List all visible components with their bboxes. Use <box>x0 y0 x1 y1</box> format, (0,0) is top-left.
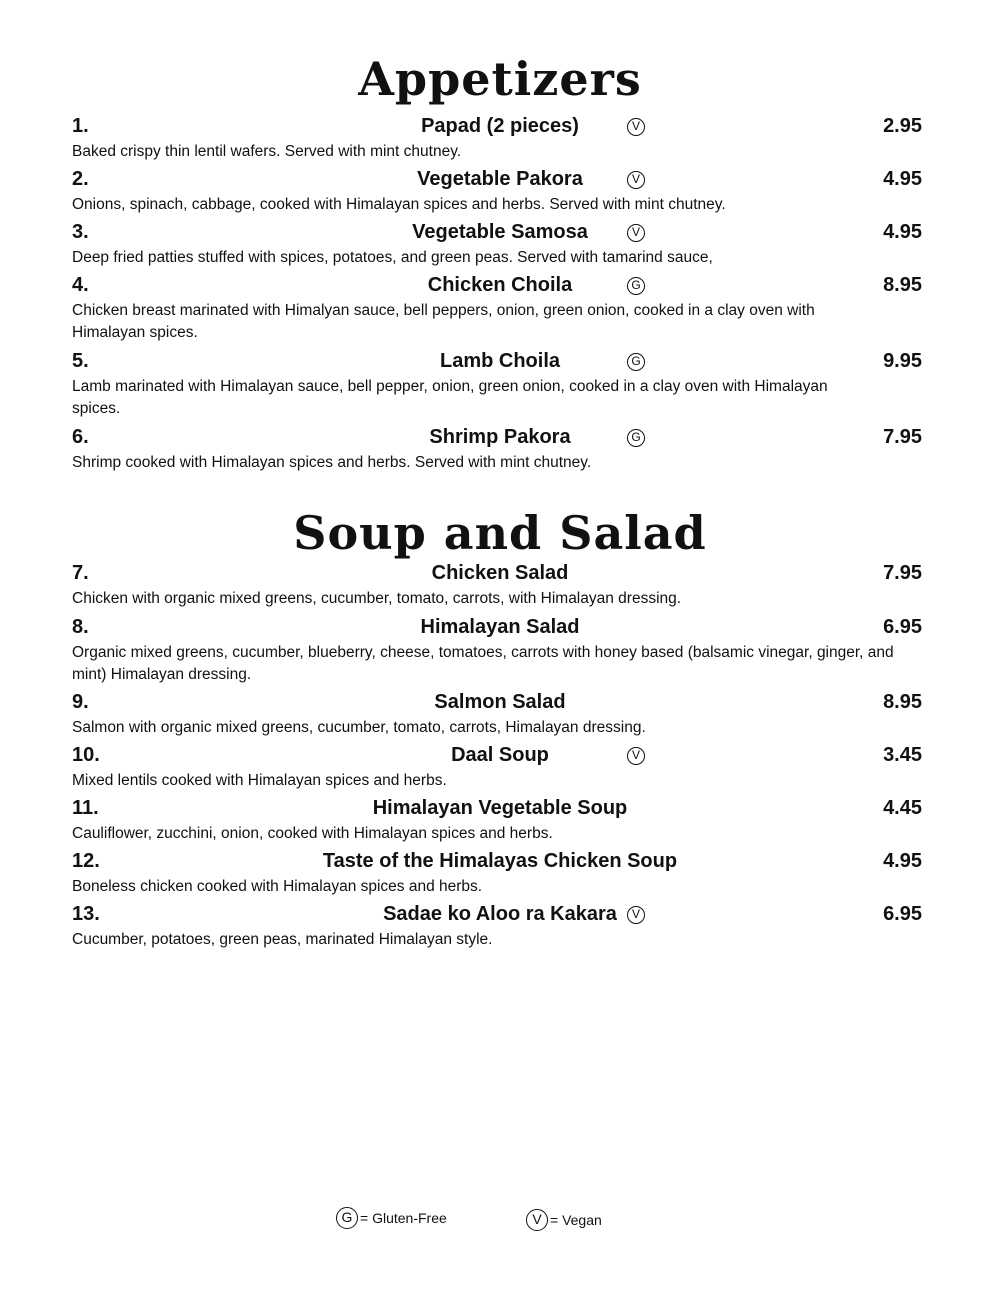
item-number: 8. <box>72 616 89 638</box>
item-price: 4.95 <box>883 168 922 190</box>
item-description: Onions, spinach, cabbage, cooked with Himalayan spices and herbs. Served with mint chutney. <box>72 196 726 213</box>
item-name: Vegetable Pakora <box>417 168 583 190</box>
legend-vegan <box>526 1209 602 1231</box>
item-price: 3.45 <box>883 744 922 766</box>
item-description: Mixed lentils cooked with Himalayan spices and herbs. <box>72 772 447 789</box>
gluten-free-icon: G <box>627 277 645 295</box>
item-name: Vegetable Samosa <box>412 221 588 243</box>
legend-gluten-free-label: = Gluten-Free <box>360 1210 447 1226</box>
item-number: 4. <box>72 274 89 296</box>
item-number: 7. <box>72 562 89 584</box>
vegan-icon: V <box>627 747 645 765</box>
menu-item <box>72 426 932 474</box>
item-price: 9.95 <box>883 350 922 372</box>
item-price: 4.95 <box>883 221 922 243</box>
menu-item <box>72 850 932 898</box>
legend-vegan-label: = Vegan <box>550 1212 602 1228</box>
gluten-free-icon: G <box>627 429 645 447</box>
menu-item <box>72 350 932 420</box>
item-price: 4.95 <box>883 850 922 872</box>
item-name: Salmon Salad <box>434 691 566 713</box>
vegan-icon: V <box>627 171 645 189</box>
section-title-appetizers: Appetizers <box>358 52 642 106</box>
item-number: 13. <box>72 903 100 925</box>
item-description: Baked crispy thin lentil wafers. Served with mint chutney. <box>72 143 462 160</box>
vegan-icon: V <box>627 224 645 242</box>
item-number: 6. <box>72 426 89 448</box>
item-description: Chicken with organic mixed greens, cucumber, tomato, carrots, with Himalayan dressing. <box>72 590 682 607</box>
item-name: Sadae ko Aloo ra Kakara <box>383 903 617 925</box>
item-price: 7.95 <box>883 426 922 448</box>
menu-item <box>72 562 932 610</box>
item-price: 8.95 <box>883 691 922 713</box>
item-price: 8.95 <box>883 274 922 296</box>
item-description: Shrimp cooked with Himalayan spices and herbs. Served with mint chutney. <box>72 454 592 471</box>
item-price: 7.95 <box>883 562 922 584</box>
item-name: Papad (2 pieces) <box>421 115 579 137</box>
vegan-icon: V <box>526 1209 548 1231</box>
item-name: Chicken Salad <box>431 562 569 584</box>
item-description: Cucumber, potatoes, green peas, marinated Himalayan style. <box>72 931 493 948</box>
item-price: 6.95 <box>883 903 922 925</box>
item-description: Chicken breast marinated with Himalyan sauce, bell peppers, onion, green onion, cooked in a clay oven with Himalayan spices. <box>72 302 815 341</box>
item-price: 4.45 <box>883 797 922 819</box>
gluten-free-icon: G <box>336 1207 358 1229</box>
item-number: 10. <box>72 744 100 766</box>
item-description: Salmon with organic mixed greens, cucumber, tomato, carrots, Himalayan dressing. <box>72 719 646 736</box>
item-description: Boneless chicken cooked with Himalayan spices and herbs. <box>72 878 483 895</box>
section-title-soup-and-salad: Soup and Salad <box>293 506 707 560</box>
item-number: 11. <box>72 797 99 819</box>
menu-item <box>72 903 932 951</box>
item-number: 2. <box>72 168 89 190</box>
item-name: Himalayan Salad <box>420 616 580 638</box>
menu-item <box>72 274 932 344</box>
item-number: 12. <box>72 850 100 872</box>
menu-item <box>72 691 932 739</box>
item-number: 1. <box>72 115 89 137</box>
menu-item <box>72 744 932 792</box>
menu-item <box>72 221 932 269</box>
vegan-icon: V <box>627 118 645 136</box>
item-description: Organic mixed greens, cucumber, blueberry, cheese, tomatoes, carrots with honey based (balsamic vinegar, ginger, and mint) Himalayan dressing. <box>72 644 894 683</box>
item-description: Lamb marinated with Himalayan sauce, bell pepper, onion, green onion, cooked in a clay oven with Himalayan spices. <box>72 378 828 417</box>
menu-item <box>72 115 932 163</box>
item-number: 9. <box>72 691 89 713</box>
menu-item <box>72 168 932 216</box>
item-name: Lamb Choila <box>439 350 560 372</box>
item-price: 6.95 <box>883 616 922 638</box>
item-description: Cauliflower, zucchini, onion, cooked with Himalayan spices and herbs. <box>72 825 553 842</box>
item-price: 2.95 <box>883 115 922 137</box>
vegan-icon: V <box>627 906 645 924</box>
item-description: Deep fried patties stuffed with spices, potatoes, and green peas. Served with tamarind sauce, <box>72 249 713 266</box>
item-number: 3. <box>72 221 89 243</box>
item-name: Shrimp Pakora <box>429 426 571 448</box>
menu-item <box>72 616 932 686</box>
item-name: Himalayan Vegetable Soup <box>372 797 628 819</box>
menu-item <box>72 797 932 845</box>
item-name: Chicken Choila <box>427 274 573 296</box>
legend-gluten-free <box>336 1207 447 1229</box>
item-number: 5. <box>72 350 89 372</box>
item-name: Taste of the Himalayas Chicken Soup <box>322 850 678 872</box>
item-name: Daal Soup <box>451 744 549 766</box>
gluten-free-icon: G <box>627 353 645 371</box>
